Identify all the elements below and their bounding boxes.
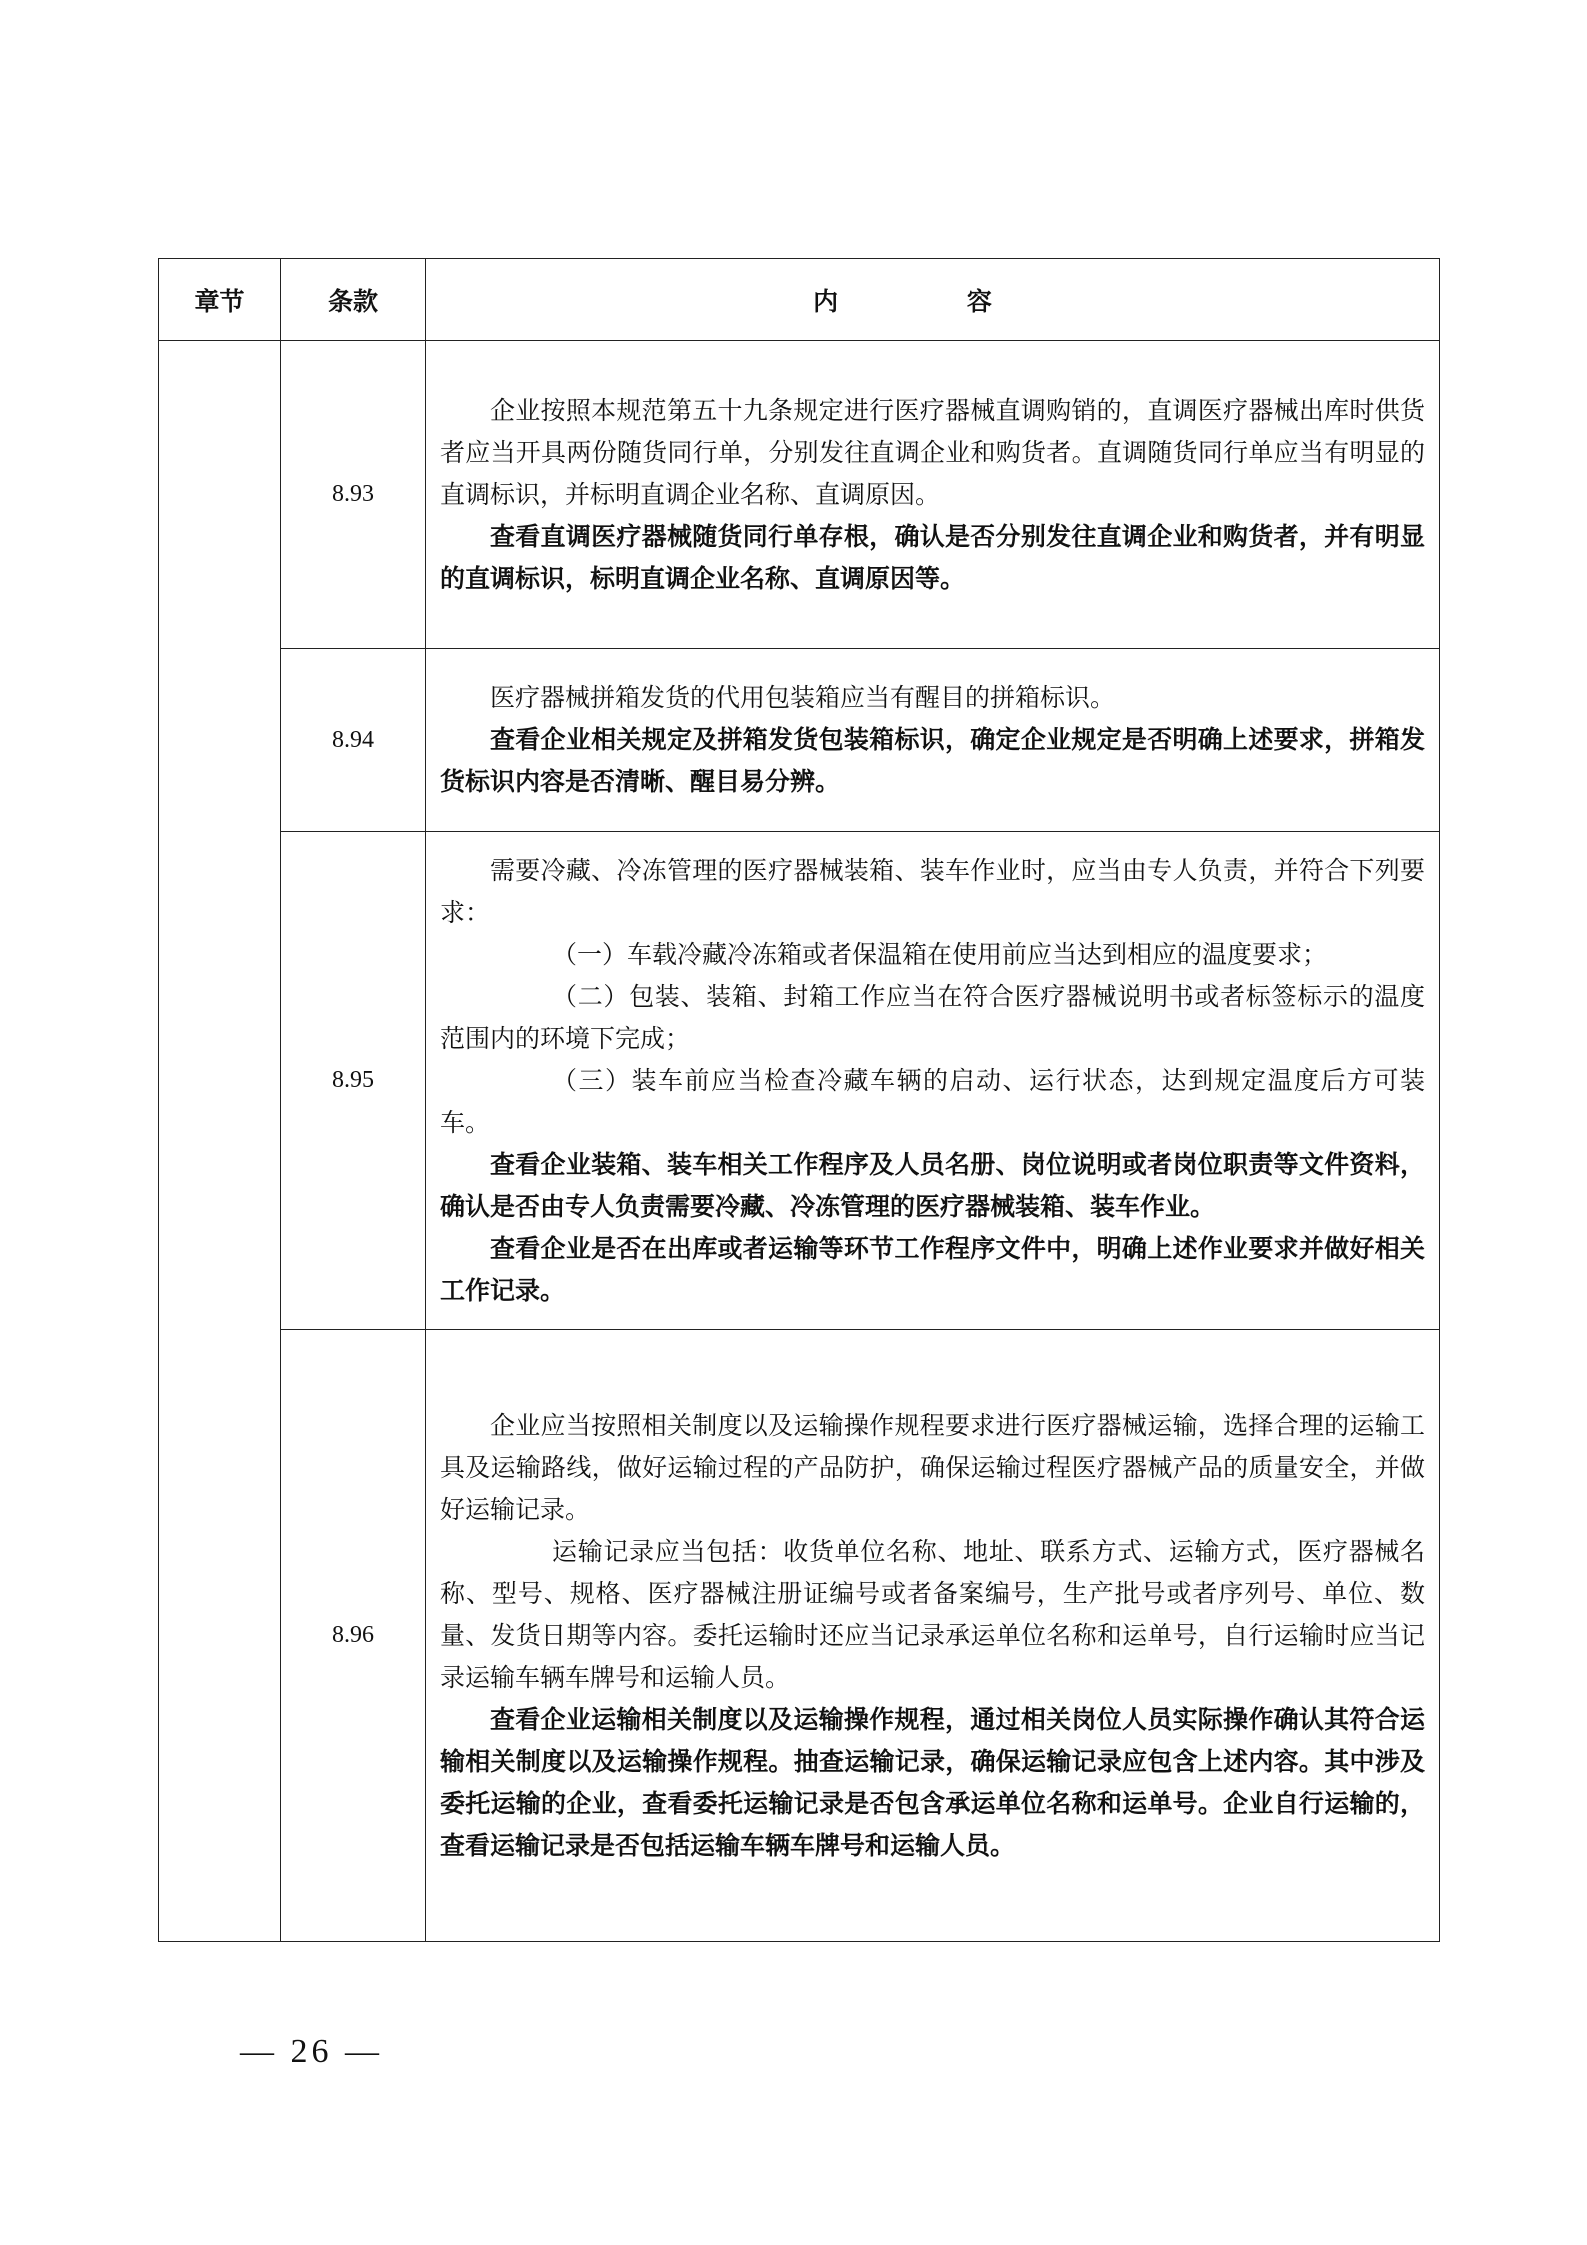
- content-cell: [426, 1330, 1440, 1942]
- content-cell: [426, 832, 1440, 1330]
- requirement-item: （一）车载冷藏冷冻箱或者保温箱在使用前应当达到相应的温度要求；: [552, 939, 1328, 969]
- chapter-cell: [159, 341, 281, 1942]
- header-clause: 条款: [281, 259, 426, 341]
- requirement-item: （三）装车前应当检查冷藏车辆的启动、运行状态，达到规定温度后方可装车。: [440, 1065, 1425, 1137]
- requirement-text: 需要冷藏、冷冻管理的医疗器械装箱、装车作业时，应当由专人负责，并符合下列要求：: [440, 855, 1425, 927]
- content-cell: [426, 341, 1440, 649]
- table-header-row: [159, 259, 1440, 341]
- table-row: [159, 1330, 1440, 1942]
- requirement-text: 企业应当按照相关制度以及运输操作规程要求进行医疗器械运输，选择合理的运输工具及运输路线，做好运输过程的产品防护，确保运输过程医疗器械产品的质量安全，并做好运输记录。: [440, 1410, 1425, 1524]
- inspection-method-text: 查看企业相关规定及拼箱发货包装箱标识，确定企业规定是否明确上述要求，拼箱发货标识内容是否清晰、醒目易分辨。: [440, 725, 1425, 796]
- table-row: [159, 341, 1440, 649]
- clause-number: 8.95: [281, 832, 426, 1330]
- table-row: [159, 649, 1440, 832]
- clause-number: 8.94: [281, 649, 426, 832]
- inspection-method-text: 查看企业运输相关制度以及运输操作规程，通过相关岗位人员实际操作确认其符合运输相关制度以及运输操作规程。抽查运输记录，确保运输记录应包含上述内容。其中涉及委托运输的企业，查看委托运输记录是否包含承运单位名称和运单号。企业自行运输的，查看运输记录是否包括运输车辆车牌号和运输人员。: [440, 1704, 1425, 1860]
- regulation-table: [158, 258, 1440, 1942]
- clause-number: 8.93: [281, 341, 426, 649]
- requirement-text: 医疗器械拼箱发货的代用包装箱应当有醒目的拼箱标识。: [490, 683, 1116, 712]
- table-row: [159, 832, 1440, 1330]
- clause-number: 8.96: [281, 1330, 426, 1942]
- inspection-method-text: 查看企业装箱、装车相关工作程序及人员名册、岗位说明或者岗位职责等文件资料，确认是否由专人负责需要冷藏、冷冻管理的医疗器械装箱、装车作业。: [440, 1149, 1425, 1221]
- inspection-method-text: 查看直调医疗器械随货同行单存根，确认是否分别发往直调企业和购货者，并有明显的直调标识，标明直调企业名称、直调原因等。: [440, 521, 1425, 593]
- requirement-item: （二）包装、装箱、封箱工作应当在符合医疗器械说明书或者标签标示的温度范围内的环境下完成；: [440, 981, 1425, 1053]
- requirement-text: 运输记录应当包括：收货单位名称、地址、联系方式、运输方式，医疗器械名称、型号、规格、医疗器械注册证编号或者备案编号，生产批号或者序列号、单位、数量、发货日期等内容。委托运输时还应当记录承运单位名称和运单号，自行运输时应当记录运输车辆车牌号和运输人员。: [440, 1536, 1425, 1692]
- header-content: 内 容: [426, 259, 1440, 341]
- content-cell: [426, 649, 1440, 832]
- requirement-text: 企业按照本规范第五十九条规定进行医疗器械直调购销的，直调医疗器械出库时供货者应当开具两份随货同行单，分别发往直调企业和购货者。直调随货同行单应当有明显的直调标识，并标明直调企业名称、直调原因。: [440, 395, 1425, 509]
- page-number: — 26 —: [240, 2033, 383, 2070]
- inspection-method-text: 查看企业是否在出库或者运输等环节工作程序文件中，明确上述作业要求并做好相关工作记录。: [440, 1233, 1425, 1305]
- header-chapter: 章节: [159, 259, 281, 341]
